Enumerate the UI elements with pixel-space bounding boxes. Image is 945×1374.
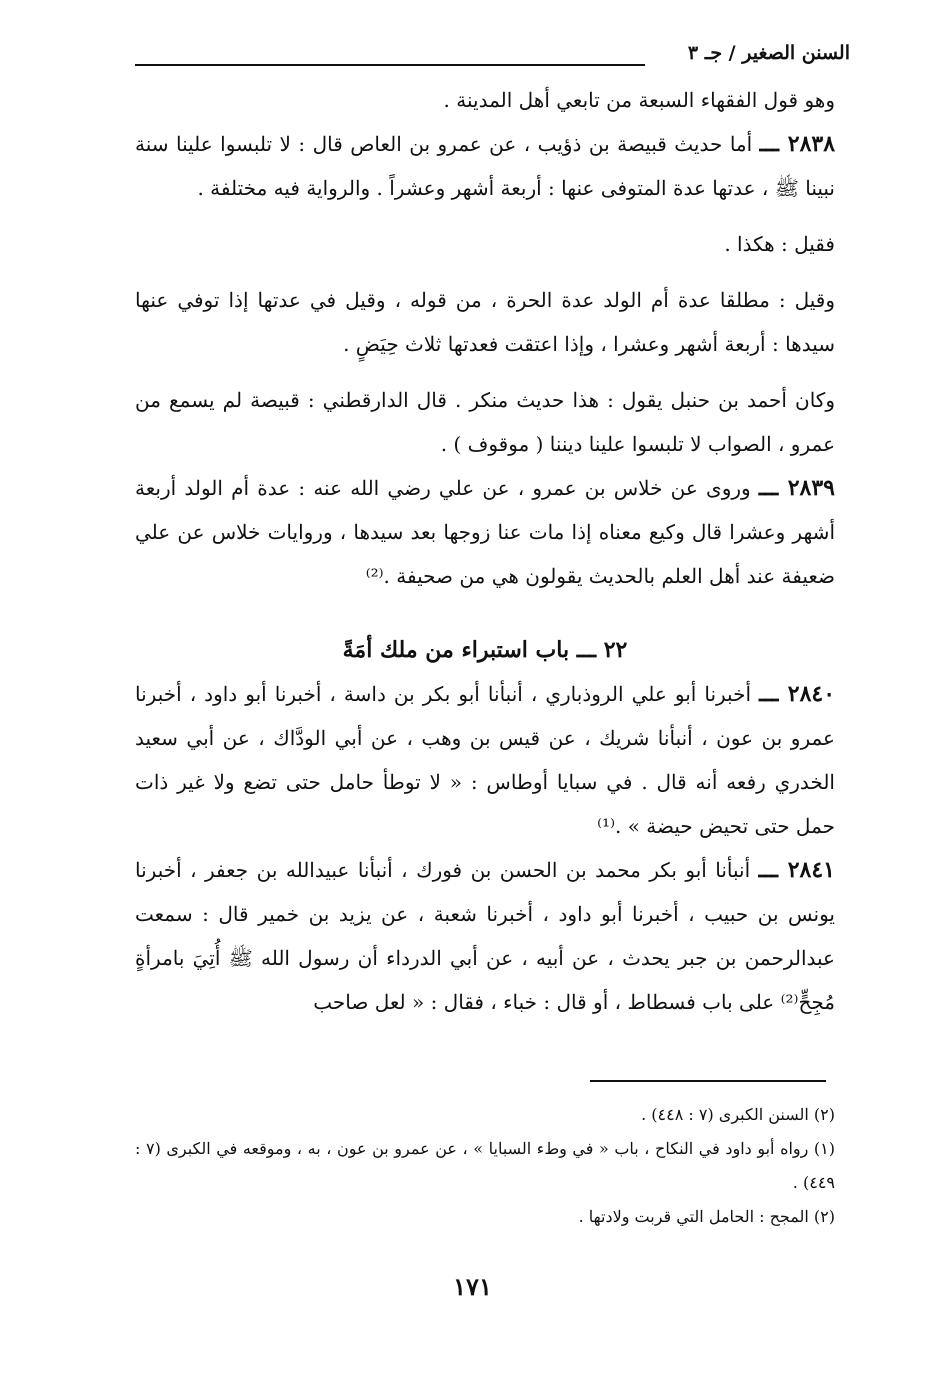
- footnote-rule: [590, 1080, 826, 1082]
- paragraph-text: أما حديث قبيصة بن ذؤيب ، عن عمرو بن العاص قال : لا تلبسوا علينا سنة نبينا ﷺ ، عدتها عدة المتوفى عنها : أربعة أشهر وعشراً . والرواية فيه مختلفة .: [135, 132, 835, 200]
- paragraph: [135, 378, 835, 466]
- hadith-2838: [135, 122, 835, 210]
- paragraph-text: فقيل : هكذا .: [724, 232, 835, 256]
- running-header-title: السنن الصغير / جـ ٣: [687, 42, 850, 64]
- paragraph-text: وهو قول الفقهاء السبعة من تابعي أهل المدينة .: [443, 88, 835, 112]
- hadith-2840: [135, 672, 835, 848]
- paragraph-text: وروى عن خلاس بن عمرو ، عن علي رضي الله عنه : عدة أم الولد أربعة أشهر وعشرا قال وكيع معناه إذا مات عنا زوجها بعد سيدها ، وروايات خلاس عن علي ضعيفة عند أهل العلم بالحديث يقولون هي من صحيفة .⁽²⁾: [135, 476, 835, 588]
- main-text: [135, 78, 835, 1024]
- page-number: ١٧١: [453, 1272, 492, 1301]
- footnote: (٢) المجح : الحامل التي قربت ولادتها .: [578, 1207, 835, 1226]
- paragraph: [135, 78, 835, 122]
- footnotes: [135, 1098, 835, 1234]
- hadith-2839: [135, 466, 835, 598]
- footnote: (٢) السنن الكبرى (٧ : ٤٤٨) .: [641, 1105, 835, 1124]
- footnote: (١) رواه أبو داود في النكاح ، باب « في وطء السبايا » ، عن عمرو بن عون ، به ، وموقعه في الكبرى (٧ : ٤٤٩) .: [135, 1139, 836, 1192]
- paragraph-text: وقيل : مطلقا عدة أم الولد عدة الحرة ، من قوله ، وقيل في عدتها إذا توفي عنها سيدها : أربعة أشهر وعشرا ، وإذا اعتقت فعدتها ثلاث حِيَضٍ .: [135, 288, 835, 356]
- header-rule: [135, 64, 645, 66]
- paragraph-text: وكان أحمد بن حنبل يقول : هذا حديث منكر . قال الدارقطني : قبيصة لم يسمع من عمرو ، الصواب لا تلبسوا علينا ديننا ( موقوف ) .: [135, 388, 835, 456]
- paragraph: [135, 222, 835, 266]
- hadith-2841: [135, 848, 835, 1024]
- paragraph: [135, 278, 835, 366]
- paragraph-text: أخبرنا أبو علي الروذباري ، أنبأنا أبو بكر بن داسة ، أخبرنا أبو داود ، أخبرنا عمرو بن عون ، أنبأنا شريك ، عن قيس بن وهب ، عن أبي الودَّاك ، عن أبي سعيد الخدري رفعه أنه قال . في سبايا أوطاس : « لا توطأ حامل حتى تضع ولا غير ذات حمل حتى تحيض حيضة » .⁽¹⁾: [135, 682, 835, 838]
- chapter-title: ٢٢ ـــ باب استبراء من ملك أمَةً: [342, 637, 628, 663]
- hadith-number: ٢٨٣٩ ـــ: [758, 475, 835, 501]
- paragraph-text: أنبأنا أبو بكر محمد بن الحسن بن فورك ، أنبأنا عبيدالله بن جعفر ، أخبرنا يونس بن حبيب ، أخبرنا أبو داود ، أخبرنا شعبة ، عن يزيد بن خمير قال : سمعت عبدالرحمن بن جبر يحدث ، عن أبيه ، عن أبي الدرداء أن رسول الله ﷺ أُتِيَ بامرأةٍ مُجِحٍّ⁽²⁾ على باب فسطاط ، أو قال : خباء ، فقال : « لعل صاحب: [135, 858, 835, 1014]
- running-header: [135, 42, 850, 72]
- hadith-number: ٢٨٤٠ ـــ: [759, 681, 836, 707]
- hadith-number: ٢٨٣٨ ـــ: [759, 131, 836, 157]
- hadith-number: ٢٨٤١ ـــ: [758, 857, 835, 883]
